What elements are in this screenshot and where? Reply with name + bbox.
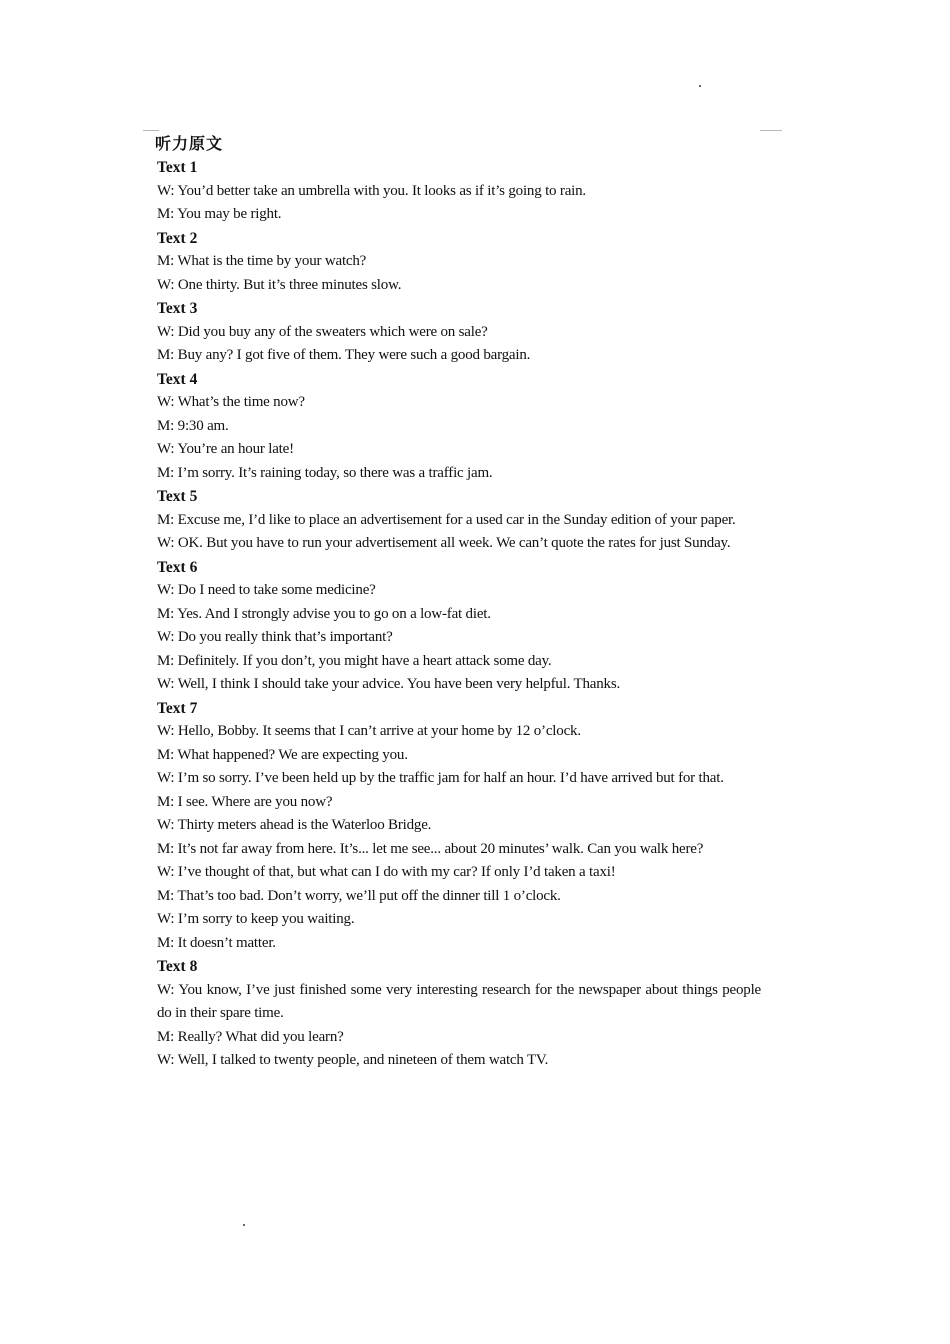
dialogue-line: W: You’re an hour late! bbox=[157, 441, 294, 457]
section-heading: Text 1 bbox=[157, 159, 198, 176]
transcript-section bbox=[157, 156, 761, 227]
dialogue-line: M: What is the time by your watch? bbox=[157, 253, 367, 269]
dialogue-line: M: Yes. And I strongly advise you to go on a low-fat diet. bbox=[157, 605, 491, 622]
dialogue-line: W: I’ve thought of that, but what can I do with my car? If only I’d taken a taxi! bbox=[157, 864, 616, 880]
dialogue-line: M: What happened? We are expecting you. bbox=[157, 746, 408, 763]
dialogue-line: M: It’s not far away from here. It’s... let me see... about 20 minutes’ walk. Can you walk here? bbox=[157, 840, 704, 857]
dialogue-line: M: Excuse me, I’d like to place an advertisement for a used car in the Sunday edition of your paper. bbox=[157, 511, 736, 528]
section-heading: Text 5 bbox=[157, 488, 198, 505]
transcript-section bbox=[157, 297, 761, 368]
dialogue-line: M: Really? What did you learn? bbox=[157, 1028, 344, 1045]
section-heading: Text 7 bbox=[157, 699, 198, 717]
transcript-section bbox=[157, 485, 761, 556]
dialogue-line: W: You know, I’ve just finished some very interesting research for the newspaper about things people do in their spare time. bbox=[157, 981, 761, 1021]
page-corner-mark-right bbox=[760, 130, 782, 131]
dialogue-line: W: I’m so sorry. I’ve been held up by the traffic jam for half an hour. I’d have arrived but for that. bbox=[157, 770, 724, 786]
dialogue-line: W: Did you buy any of the sweaters which were on sale? bbox=[157, 323, 488, 340]
dialogue-line: W: OK. But you have to run your advertisement all week. We can’t quote the rates for just Sunday. bbox=[157, 535, 731, 551]
scan-dot-top bbox=[699, 85, 701, 87]
dialogue-line: M: I’m sorry. It’s raining today, so there was a traffic jam. bbox=[157, 464, 493, 481]
dialogue-line: M: Buy any? I got five of them. They were such a good bargain. bbox=[157, 347, 531, 363]
dialogue-line: W: Thirty meters ahead is the Waterloo Bridge. bbox=[157, 817, 432, 833]
transcript-section bbox=[157, 556, 761, 697]
dialogue-line: W: I’m sorry to keep you waiting. bbox=[157, 911, 355, 927]
dialogue-line: W: Do you really think that’s important? bbox=[157, 629, 393, 645]
section-heading: Text 8 bbox=[157, 958, 198, 975]
dialogue-line: W: Well, I talked to twenty people, and nineteen of them watch TV. bbox=[157, 1052, 549, 1068]
section-heading: Text 6 bbox=[157, 558, 198, 576]
document-title: 听力原文 bbox=[155, 134, 224, 153]
transcript-section bbox=[157, 697, 761, 956]
dialogue-line: W: One thirty. But it’s three minutes slow. bbox=[157, 276, 402, 293]
dialogue-line: M: It doesn’t matter. bbox=[157, 934, 276, 951]
dialogue-line: W: You’d better take an umbrella with you. It looks as if it’s going to rain. bbox=[157, 182, 586, 199]
page-corner-mark-left bbox=[143, 130, 159, 131]
section-heading: Text 3 bbox=[157, 300, 198, 317]
dialogue-line: W: What’s the time now? bbox=[157, 394, 305, 410]
section-heading: Text 4 bbox=[157, 370, 198, 388]
section-heading: Text 2 bbox=[157, 229, 198, 247]
dialogue-line: W: Hello, Bobby. It seems that I can’t arrive at your home by 12 o’clock. bbox=[157, 723, 581, 739]
transcript-section bbox=[157, 368, 761, 486]
transcript-sections bbox=[157, 156, 761, 1073]
transcript-section bbox=[157, 955, 761, 1073]
transcript-section bbox=[157, 227, 761, 298]
dialogue-line: M: I see. Where are you now? bbox=[157, 793, 333, 810]
transcript bbox=[157, 134, 761, 1073]
scan-dot-bottom bbox=[243, 1224, 245, 1226]
dialogue-line: M: Definitely. If you don’t, you might have a heart attack some day. bbox=[157, 652, 552, 669]
dialogue-line: M: You may be right. bbox=[157, 206, 282, 222]
dialogue-line: W: Well, I think I should take your advice. You have been very helpful. Thanks. bbox=[157, 676, 621, 692]
dialogue-line: M: That’s too bad. Don’t worry, we’ll put off the dinner till 1 o’clock. bbox=[157, 887, 561, 904]
dialogue-line: M: 9:30 am. bbox=[157, 417, 229, 434]
dialogue-line: W: Do I need to take some medicine? bbox=[157, 582, 376, 598]
